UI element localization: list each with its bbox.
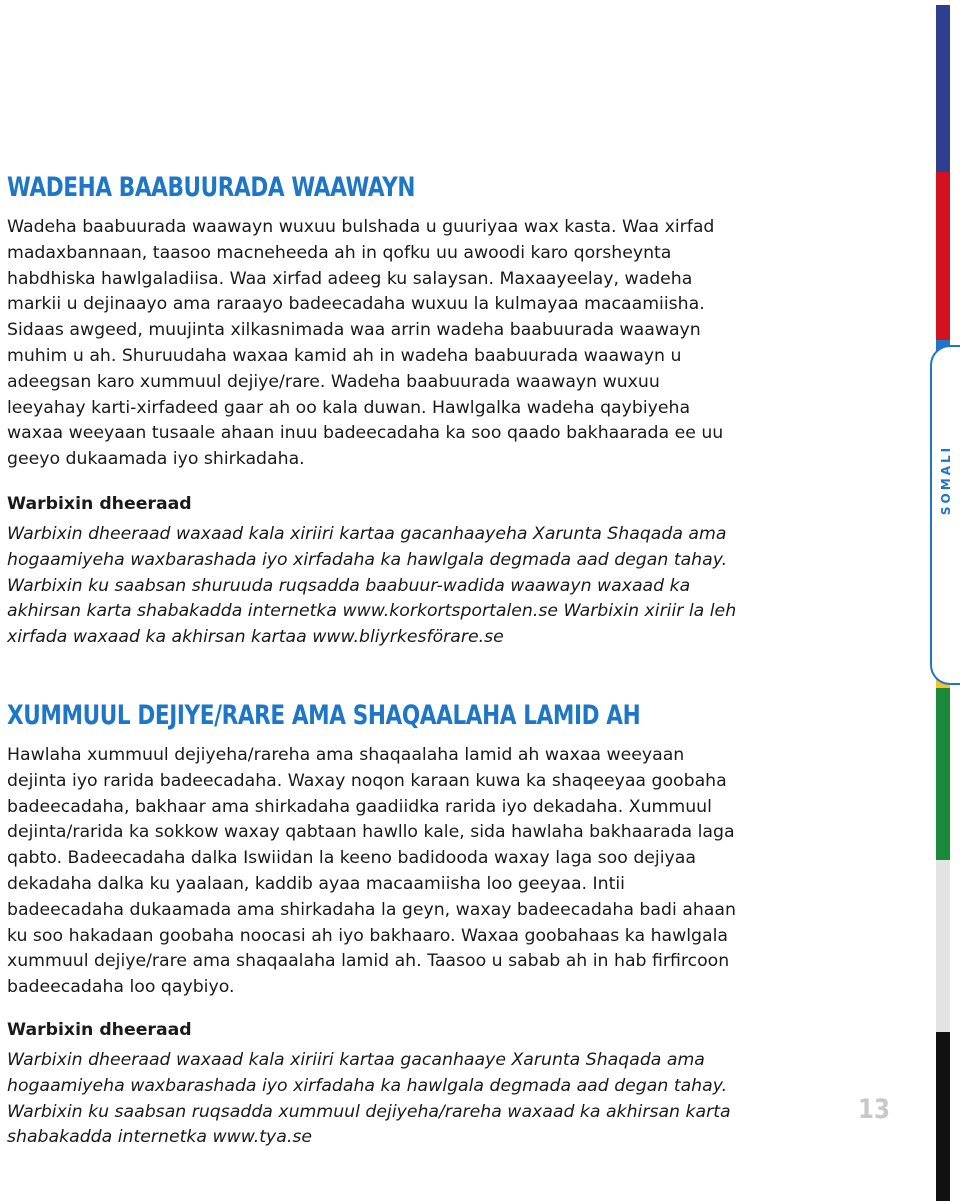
color-stripe-black xyxy=(936,1032,950,1201)
color-stripe-grey xyxy=(936,860,950,1032)
info-heading-loader: Warbixin dheeraad xyxy=(7,1020,192,1040)
color-stripe-navy xyxy=(936,5,950,172)
color-stripe-red xyxy=(936,172,950,340)
section-body-truck-driver: Wadeha baabuurada waawayn wuxuu bulshada u guuriyaa wax kasta. Waa xirfad madaxbannaan, taasoo macneheeda ah in qofku uu awoodi karo qorsheynta habdhiska hawlgaladiisa. Waa xirfad adeeg ku salaysan. Maxaayeelay, wadeha markii u dejinaayo ama raraayo badeecadaha wuxuu la kulmayaa macaamiisha. Sidaas awgeed, muujinta xilkasnimada waa arrin wadeha baabuurada waawayn muhim u ah. Shuruudaha waxaa kamid ah in wadeha baabuurada waawayn u adeegsan karo xummuul dejiye/rare. Wadeha baabuurada waawayn wuxuu leeyahay karti-xirfadeed gaar ah oo kala duwan. Hawlgalka wadeha qaybiyeha waxaa weeyaan tusaale ahaan inuu badeecadaha ka soo qaado bakhaarada ee uu geeyo dukaamada iyo shirkadaha. xyxy=(7,217,724,470)
language-tab-label: SOMALI xyxy=(939,444,953,516)
section-heading-truck-driver: WADEHA BAABUURADA WAAWAYN xyxy=(7,172,416,203)
info-body-truck-driver: Warbixin dheeraad waxaad kala xiriiri kartaa gacanhaayeha Xarunta Shaqada ama hogaamiyeha waxbarashada iyo xirfadaha ka hawlgala degmada aad degan tahay. Warbixin ku saabsan shuruuda ruqsadda baabuur-wadida waawayn waxaad ka akhirsan karta shabakadda internetka www.korkortsportalen.se Warbixin xiriir la leh xirfada waxaad ka akhirsan kartaa www.bliyrkesförare.se xyxy=(7,524,737,648)
section-heading-loader: XUMMUUL DEJIYE/RARE AMA SHAQAALAHA LAMID AH xyxy=(7,700,641,731)
section-body-loader: Hawlaha xummuul dejiyeha/rareha ama shaqaalaha lamid ah waxaa weeyaan dejinta iyo rarida badeecadaha. Waxay noqon karaan kuwa ka shaqeeyaa goobaha badeecadaha, bakhaar ama shirkadaha gaadiidka rarida iyo dekadaha. Xummuul dejinta/rarida ka sokkow waxay qabtaan hawllo kale, sida hawlaha bakhaarada laga qabto. Badeecadaha dalka Iswiidan la keeno badidooda waxay laga soo dejiyaa dekadaha dalka ku yaalaan, kaddib ayaa macaamiisha loo geeyaa. Intii badeecadaha dukaamada ama shirkadaha la geyn, waxay badeecadaha badi ahaan ku soo hakadaan goobaha noocasi ah iyo bakhaaro. Waxaa goobahaas ka hawlgala xummuul dejiye/rare ama shaqaalaha lamid ah. Taasoo u sabab ah in hab firfircoon badeecadaha loo qaybiyo. xyxy=(7,745,736,998)
page-number: 13 xyxy=(858,1094,890,1125)
color-stripe-green xyxy=(936,688,950,860)
info-heading-truck-driver: Warbixin dheeraad xyxy=(7,494,192,514)
info-body-loader: Warbixin dheeraad waxaad kala xiriiri kartaa gacanhaaye Xarunta Shaqada ama hogaamiyeha waxbarashada iyo xirfadaha ka hawlgala degmada aad degan tahay. Warbixin ku saabsan ruqsadda xummuul dejiyeha/rareha waxaad ka akhirsan karta shabakadda internetka www.tya.se xyxy=(7,1050,731,1148)
